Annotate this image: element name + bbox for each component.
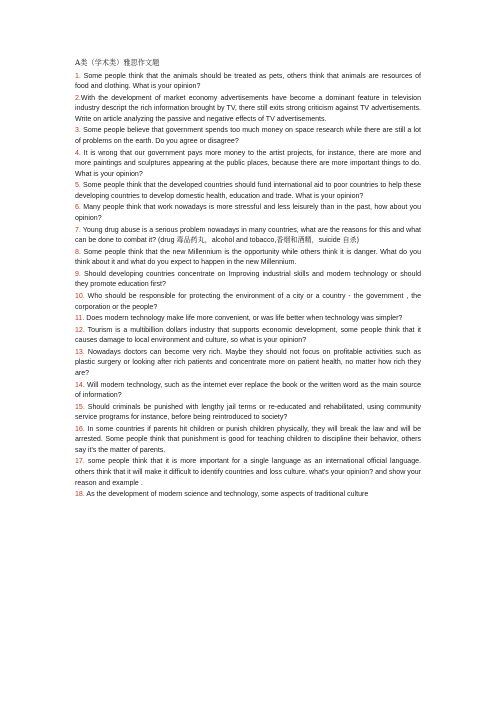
essay-topic-text: Some people think that the animals should be treated as pets, others think that animals are resources of food and clothing. What is your opinion?	[75, 72, 421, 91]
essay-topic	[75, 425, 421, 457]
essay-topic	[75, 72, 421, 93]
essay-topic	[75, 292, 421, 313]
essay-topic	[75, 457, 421, 489]
essay-topic-number: 5.	[75, 182, 81, 190]
essay-topic-number: 2.	[75, 94, 81, 102]
essay-topic	[75, 126, 421, 147]
essay-topic-text: Nowadays doctors can become very rich. Maybe they should not focus on profitable activities such as plastic surgery or looking after rich patients and concentrate more on patient health, no matter how rich they are?	[75, 348, 421, 377]
essay-topic	[75, 181, 421, 202]
essay-topic-text: Tourism is a multibillion dollars industry that supports economic development, some people think that it causes damage to local environment and culture, so what is your opinion?	[75, 326, 421, 345]
essay-topic-number: 9.	[75, 270, 81, 278]
essay-topic-number: 8.	[75, 248, 81, 256]
essay-topic-text: Who should be responsible for protecting the environment of a city or a country - the government , the corporation or the people?	[75, 292, 421, 311]
essay-topic-number: 18.	[75, 491, 85, 499]
essay-topic-text: Should criminals be punished with lengthy jail terms or re-educated and rehabilitated, using community service programs for instance, before being reintroduced to society?	[75, 403, 421, 422]
document-page	[75, 58, 421, 502]
essay-topic	[75, 381, 421, 402]
essay-topic	[75, 149, 421, 181]
essay-topic-text: Should developing countries concentrate on Improving industrial skills and modern technology or should they promote education first?	[75, 270, 421, 289]
essay-topic	[75, 270, 421, 291]
essay-topic-number: 15.	[75, 403, 85, 411]
essay-topic	[75, 490, 421, 501]
essay-topic	[75, 326, 421, 347]
essay-topic	[75, 226, 421, 247]
essay-topic	[75, 248, 421, 269]
essay-topic-number: 16.	[75, 425, 85, 433]
essay-topic	[75, 403, 421, 424]
essay-topic-number: 17.	[75, 458, 85, 466]
document-title: A类（学术类）雅思作文题	[75, 58, 160, 67]
essay-topic-number: 3.	[75, 127, 81, 135]
essay-topic-number: 11.	[75, 315, 85, 323]
essay-topic	[75, 203, 421, 224]
essay-topic-number: 4.	[75, 149, 81, 157]
essay-topic-number: 14.	[75, 381, 85, 389]
essay-topic-number: 7.	[75, 226, 81, 234]
essay-topic-text: Some people think that the developed countries should fund international aid to poor countries to help these developing countries to develop domestic health, education and trade. What is your opinion?	[75, 182, 421, 200]
essay-topic-number: 6.	[75, 204, 81, 212]
essay-topic-number: 1.	[75, 72, 81, 80]
essay-topic	[75, 94, 421, 126]
essay-topic-list	[75, 72, 421, 501]
essay-topic	[75, 314, 421, 325]
essay-topic-text: Does modern technology make life more convenient, or was life better when technology was simpler?	[84, 315, 403, 323]
essay-topic-number: 13.	[75, 348, 85, 356]
essay-topic-text: Some people think that the new Millennium is the opportunity while others think it is danger. What do you think about it and what do you expect to happen in the new Millennium.	[75, 248, 421, 267]
essay-topic-number: 10.	[75, 292, 85, 300]
essay-topic-text: Will modern technology, such as the internet ever replace the book or the written word as the main source of information?	[75, 381, 421, 400]
essay-topic-text: Many people think that work nowadays is more stressful and less leisurely than in the past, how about you opinion?	[75, 204, 421, 222]
essay-topic-text: Some people believe that government spends too much money on space research while there are still a lot of problems on the earth. Do you agree or disagree?	[75, 127, 421, 145]
essay-topic-text: As the development of modern science and technology, some aspects of traditional culture	[84, 491, 369, 499]
essay-topic	[75, 348, 421, 380]
essay-topic-text: It is wrong that our government pays more money to the artist projects, for instance, there are more and more paintings and sculptures appearing at the public places, because there are more important things to do. What is your opinion?	[75, 149, 421, 178]
essay-topic-text: In some countries if parents hit children or punish children physically, they will break the law and will be arrested. Some people think that punishment is good for teaching children to discipline their behavior, others say it's the matter of parents.	[75, 425, 421, 454]
essay-topic-text: With the development of market economy advertisements have become a dominant feature in television industry descript the rich information brought by TV, there still exits strong criticism against TV advertisements. Write on article analyzing the passive and negative effects of TV advertisements.	[75, 94, 421, 123]
essay-topic-text: Young drug abuse is a serious problem nowadays in many countries, what are the reasons for this and what can be done to combat it? (drug 毒品药丸，alcohol and tobacco,香烟和酒精，suicide 自杀)	[75, 226, 421, 245]
essay-topic-number: 12.	[75, 326, 85, 334]
essay-topic-text: some people think that it is more important for a single language as an international official language. others think that it will make it difficult to identify countries and loss culture. what's your opinion? and show your reason and example .	[75, 458, 421, 487]
